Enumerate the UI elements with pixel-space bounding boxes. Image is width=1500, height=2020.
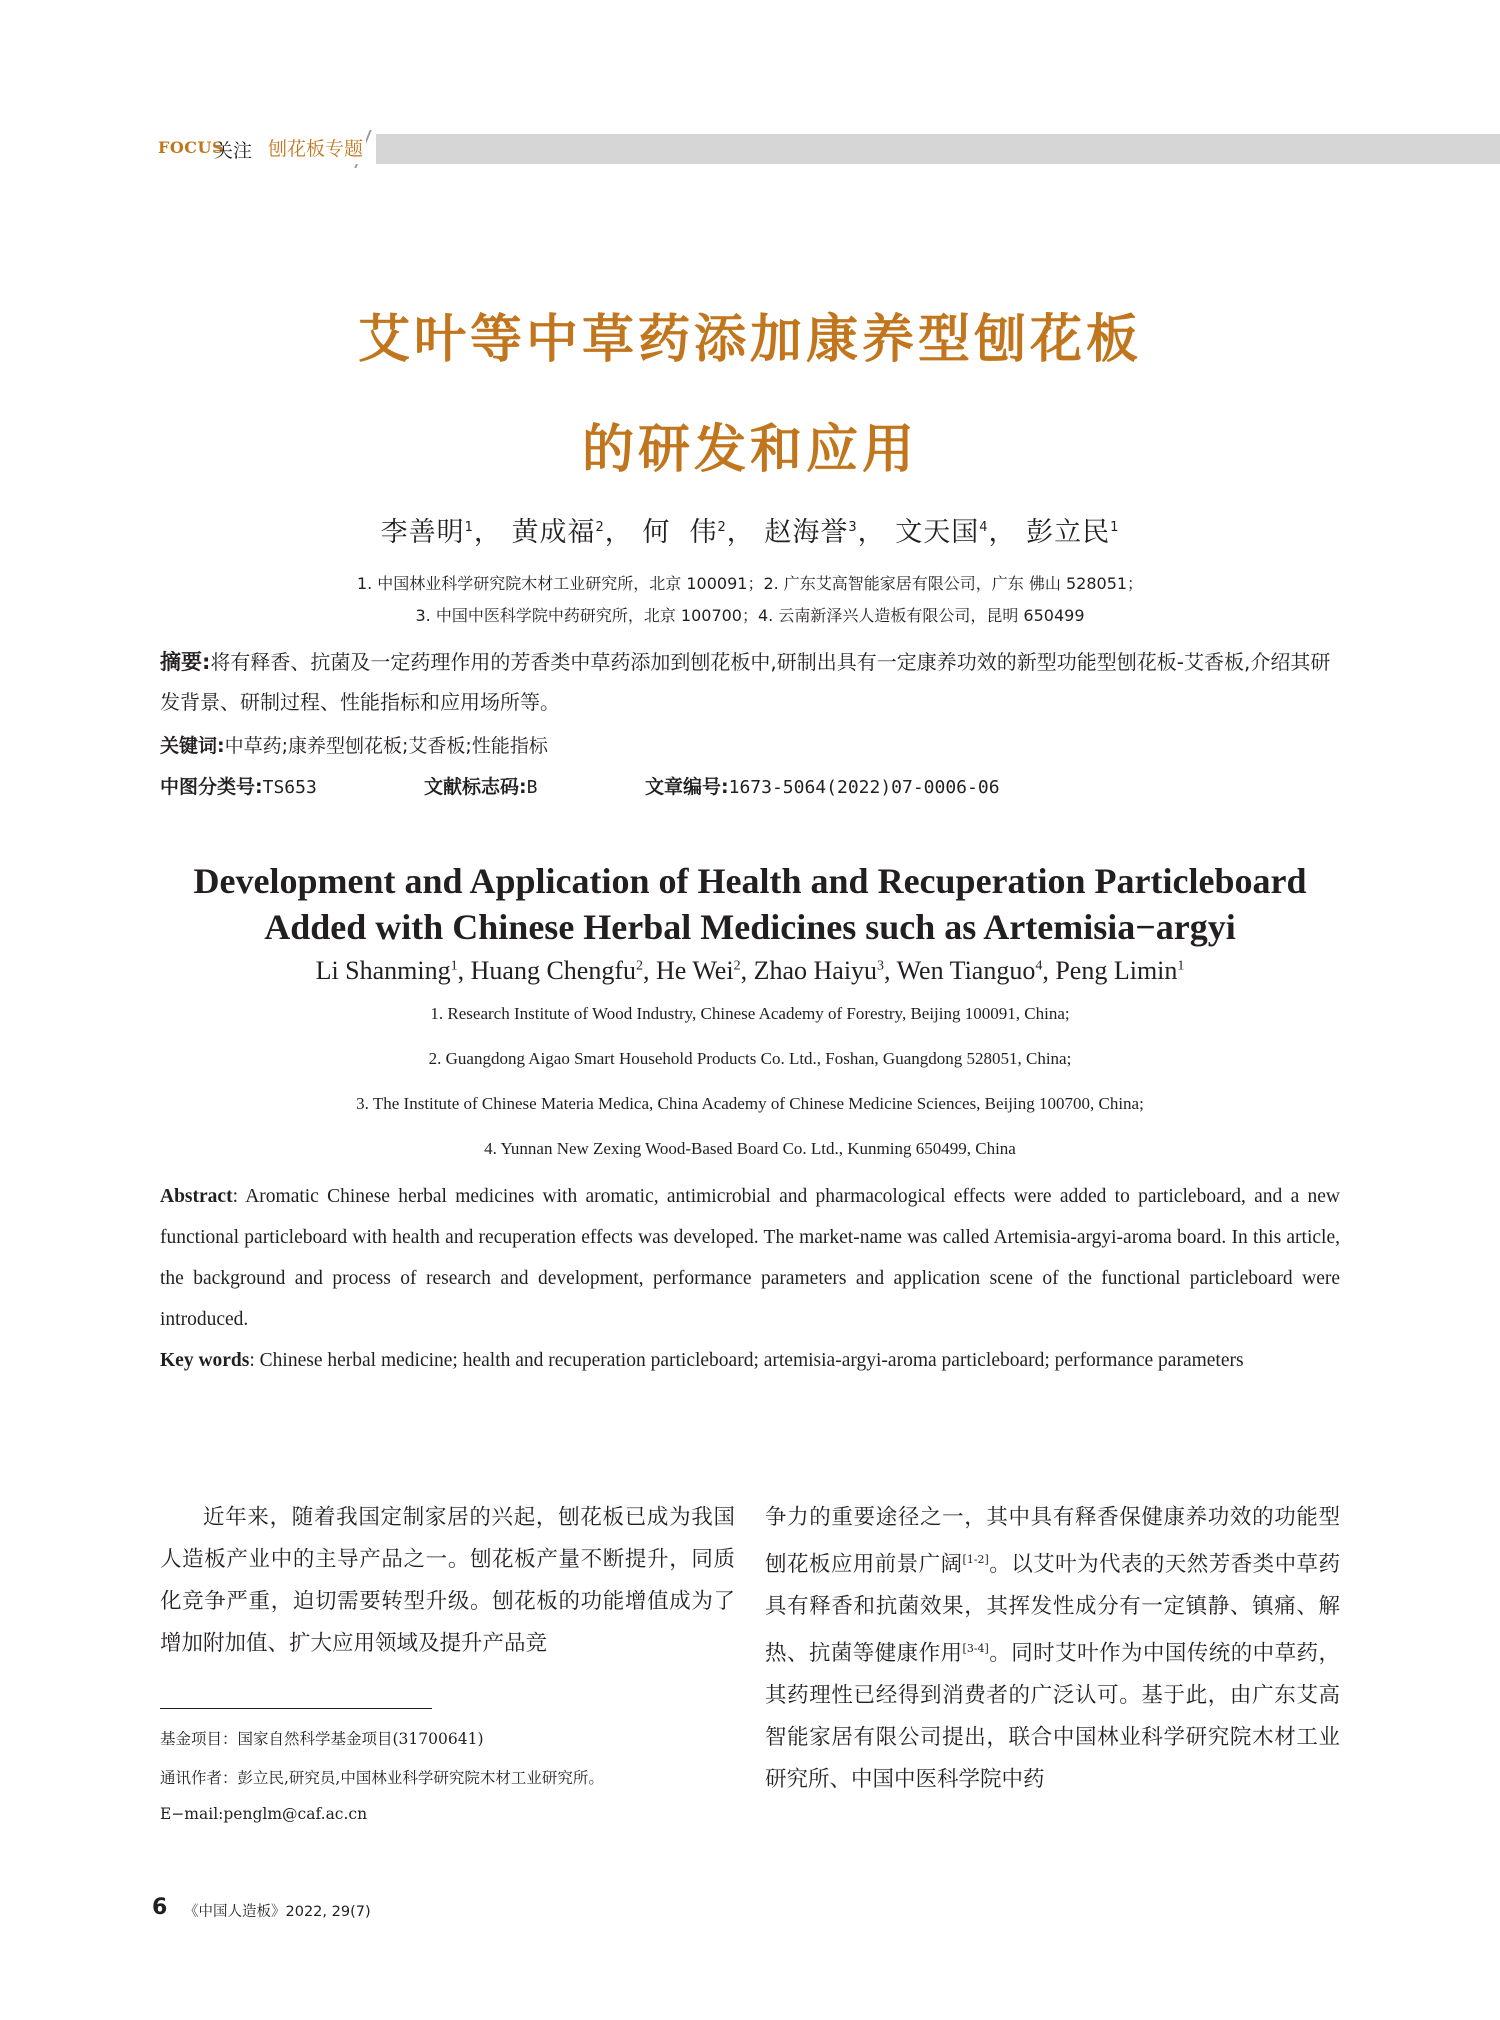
- clc-label: 中图分类号:: [160, 776, 263, 798]
- article-number-value: 1673-5064(2022)07-0006-06: [728, 777, 1000, 798]
- body-column-left: 近年来，随着我国定制家居的兴起，刨花板已成为我国人造板产业中的主导产品之一。刨花板产量不断提升，同质化竞争严重，迫切需要转型升级。刨花板的功能增值成为了增加附加值、扩大应用领域及提升产品竞: [160, 1505, 735, 1656]
- doc-code-value: B: [526, 777, 538, 798]
- author-en: Huang Chengfu: [470, 956, 636, 985]
- article-number-label: 文章编号:: [645, 776, 729, 798]
- article-number: [645, 772, 1000, 799]
- title-en-line-2: Added with Chinese Herbal Medicines such as Artemisia−argyi: [264, 907, 1236, 947]
- author-cn-sup: 1: [464, 520, 474, 535]
- footnote-fund: 基金项目：国家自然科学基金项目(31700641): [160, 1730, 484, 1748]
- abstract-en: [160, 1176, 1340, 1340]
- keywords-cn-label: 关键词:: [160, 735, 225, 757]
- author-cn: 赵海誉: [764, 517, 849, 548]
- author-cn-sup: 3: [848, 520, 858, 535]
- title-cn-line-2: 的研发和应用: [581, 420, 918, 480]
- author-en-sup: 2: [636, 958, 643, 974]
- running-header: [158, 134, 1500, 164]
- author-cn: 彭立民: [1026, 517, 1111, 548]
- authors-cn: 李善明$^1$， 黄成福$^2$， 何 伟$^2$， 赵海誉$^3$， 文天国$^4$， 彭立民$^1$: [380, 517, 1120, 548]
- author-en-sup: 1: [450, 958, 458, 974]
- author-cn: 李善明: [380, 517, 465, 548]
- abstract-cn: [160, 642, 1340, 722]
- body-right-part-3: 。同时艾叶作为中国传统的中草药，其药理性已经得到消费者的广泛认可。基于此，由广东艾高智能家居有限公司提出，联合中国林业科学研究院木材工业研究所、中国中医科学院中药: [765, 1641, 1340, 1793]
- paper-title-cn: [0, 285, 1500, 505]
- author-en: Wen Tianguo: [896, 956, 1036, 985]
- affiliation-en-line: 4. Yunnan New Zexing Wood-Based Board Co. Ltd., Kunming 650499, China: [484, 1139, 1016, 1158]
- body-right-part-2: 。以艾叶为代表的天然芳香类中草药具有释香和抗菌效果，其挥发性成分有一定镇静、镇痛、解热、抗菌等健康作用: [765, 1552, 1340, 1667]
- affiliation-cn-line-2: 3. 中国中医科学院中药研究所，北京 100700；4. 云南新泽兴人造板有限公司，昆明 650499: [415, 606, 1085, 625]
- header-focus-label: FOCUS: [158, 138, 225, 157]
- author-cn-sup: 2: [595, 520, 605, 535]
- page-number: 6: [152, 1895, 168, 1920]
- citation-3-4: [3-4]: [962, 1642, 989, 1656]
- clc-value: TS653: [262, 777, 317, 798]
- clc-number: [160, 772, 317, 799]
- author-en: He Wei: [656, 956, 734, 985]
- author-cn: 黄成福: [511, 517, 596, 548]
- abstract-cn-label: 摘要:: [160, 650, 211, 674]
- paper-title-en: [0, 858, 1500, 950]
- affiliation-en-line: 2. Guangdong Aigao Smart Household Products Co. Ltd., Foshan, Guangdong 528051, China;: [428, 1049, 1072, 1068]
- affiliation-en-line: 3. The Institute of Chinese Materia Medica, China Academy of Chinese Medicine Sciences, Beijing 100700, China;: [356, 1094, 1144, 1113]
- author-cn-sup: 4: [979, 520, 989, 535]
- citation-1-2: [1-2]: [962, 1553, 989, 1566]
- keywords-en: [160, 1340, 1340, 1381]
- journal-citation: 《中国人造板》2022, 29(7): [184, 1904, 371, 1920]
- title-en-line-1: Development and Application of Health and Recuperation Particleboard: [193, 861, 1307, 901]
- footnote-corresponding-author: 通讯作者：彭立民,研究员,中国林业科学研究院木材工业研究所。: [160, 1769, 604, 1787]
- author-en: Li Shanming: [315, 956, 451, 985]
- keywords-cn-text: 中草药;康养型刨花板;艾香板;性能指标: [224, 735, 548, 757]
- author-cn: 文天国: [895, 517, 980, 548]
- header-section-label: 关注: [214, 140, 253, 162]
- author-cn: 何 伟: [642, 517, 718, 548]
- header-topic-label: 刨花板专题: [260, 134, 366, 164]
- abstract-en-text: : Aromatic Chinese herbal medicines with aromatic, antimicrobial and pharmacological effects were added to particleboard, and a new functional particleboard with health and recuperation effects was developed. The market-name was called Artemisia-argyi-aroma board. In this article, the background and process of research and development, performance parameters and application scene of the functional particleboard were introduced.: [160, 1186, 1340, 1330]
- author-cn-sup: 1: [1110, 520, 1120, 535]
- keywords-en-text: : Chinese herbal medicine; health and recuperation particleboard; artemisia-argyi-aroma particleboard; performance parameters: [249, 1350, 1244, 1371]
- body-right-part-1: 争力的重要途径之一，其中具有释香保健康养功效的功能型刨花板应用前景广阔: [765, 1505, 1340, 1578]
- author-cn-sup: 2: [717, 520, 727, 535]
- abstract-en-label: Abstract: [160, 1186, 233, 1207]
- body-column-right: [765, 1497, 1340, 1801]
- affiliation-en-line: 1. Research Institute of Wood Industry, Chinese Academy of Forestry, Beijing 100091, China;: [430, 1004, 1070, 1023]
- author-en-sup: 3: [877, 958, 885, 974]
- keywords-en-label: Key words: [160, 1350, 250, 1371]
- keywords-cn: [160, 731, 548, 758]
- author-en: Zhao Haiyu: [753, 956, 878, 985]
- authors-en: Li Shanming$^1$, Huang Chengfu$^2$, He Wei$^2$, Zhao Haiyu$^3$, Wen Tianguo$^4$, Peng Limin$^1$: [315, 956, 1185, 985]
- header-grey-band: [376, 134, 1500, 164]
- footnote-email: E−mail:penglm@caf.ac.cn: [160, 1805, 368, 1823]
- title-cn-line-1: 艾叶等中草药添加康养型刨花板: [357, 310, 1142, 370]
- doc-code-label: 文献标志码:: [424, 776, 527, 798]
- author-en-sup: 4: [1035, 958, 1043, 974]
- author-en: Peng Limin: [1055, 956, 1178, 985]
- affiliation-cn-line-1: 1. 中国林业科学研究院木材工业研究所，北京 100091；2. 广东艾高智能家居有限公司，广东 佛山 528051；: [356, 574, 1144, 593]
- document-code: [424, 772, 537, 799]
- abstract-cn-text: 将有释香、抗菌及一定药理作用的芳香类中草药添加到刨花板中,研制出具有一定康养功效的新型功能型刨花板-艾香板,介绍其研发背景、研制过程、性能指标和应用场所等。: [160, 650, 1331, 714]
- author-en-sup: 1: [1177, 958, 1185, 974]
- author-en-sup: 2: [733, 958, 741, 974]
- footnote-rule: [160, 1708, 432, 1709]
